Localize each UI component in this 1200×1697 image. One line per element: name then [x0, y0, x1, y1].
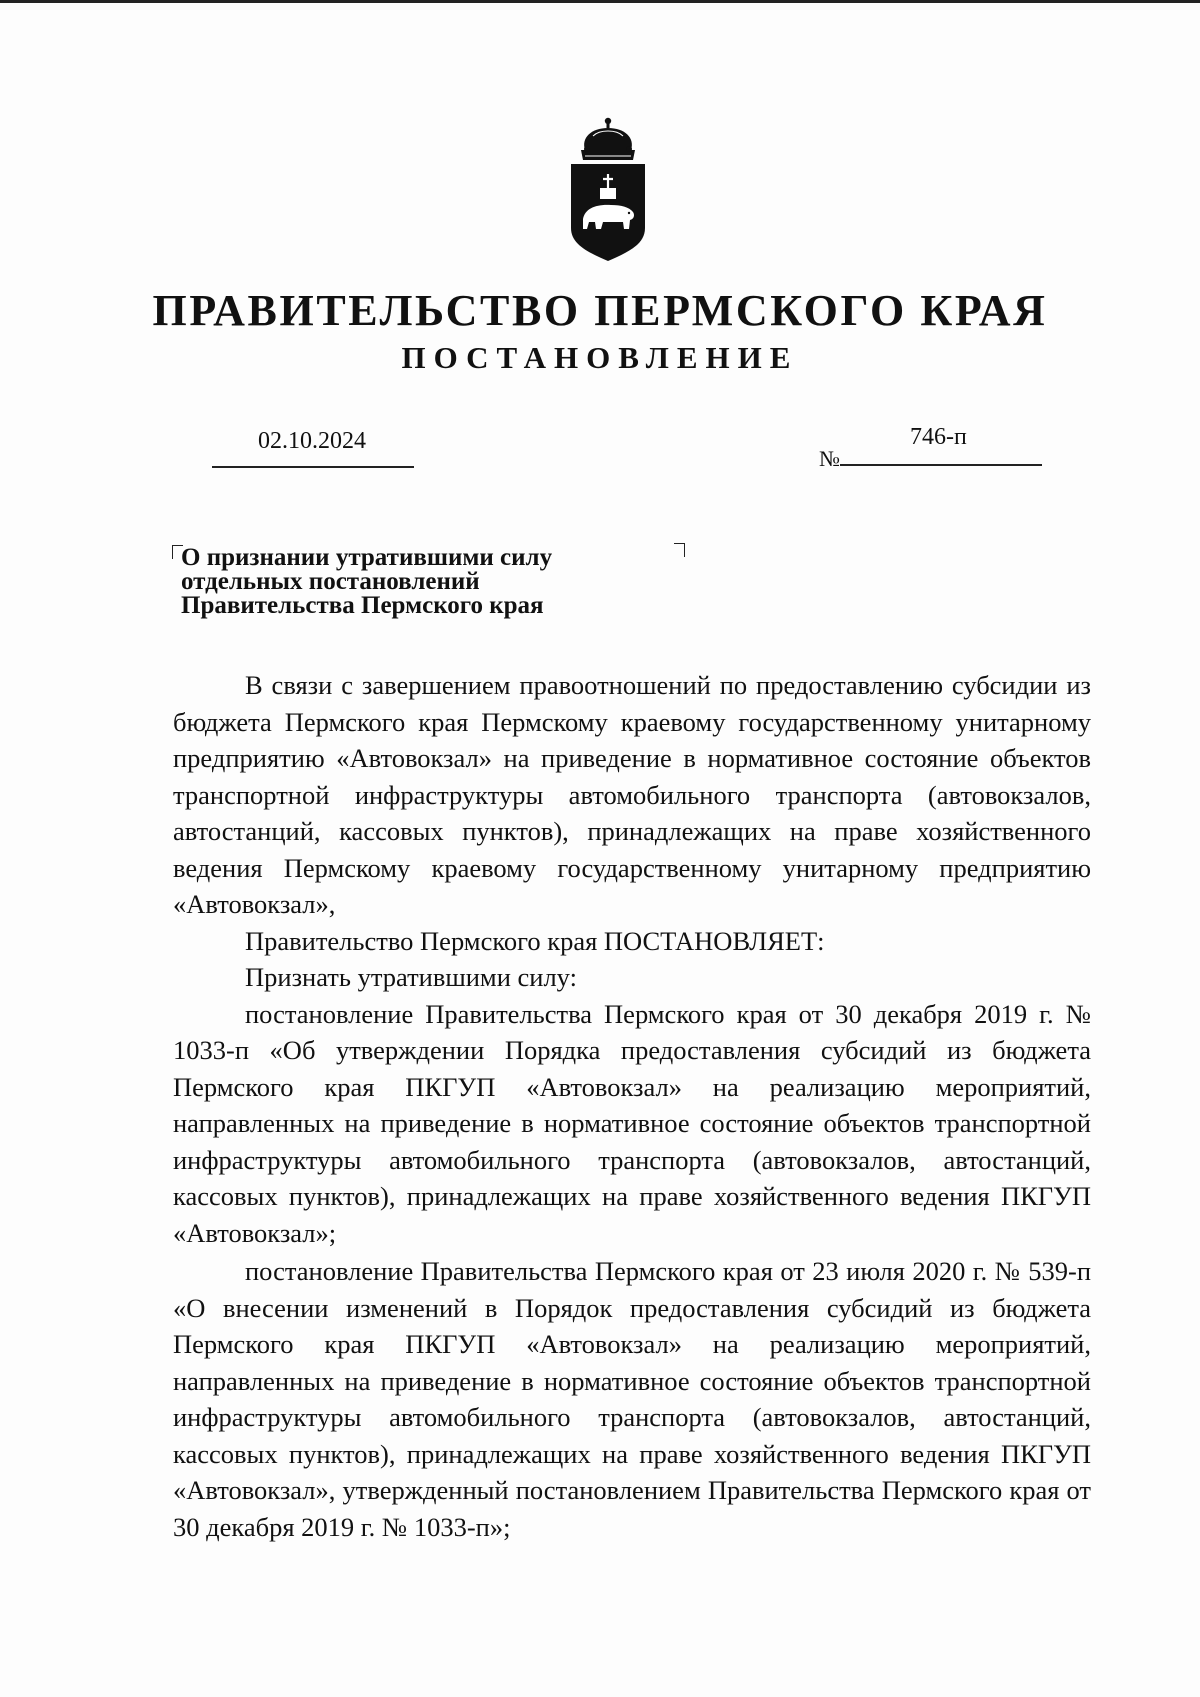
body-paragraph-repealed-act: постановление Правительства Пермского края от 30 декабря 2019 г. № 1033-п «Об утверждении Порядка предоставления субсидий из бюджета Пермского края ПКГУП «Автовокзал» на реализацию мероприятий, направленных на приведение в нормативное состояние объектов транспортной инфраструктуры автомобильного транспорта (автовокзалов, автостанций, кассовых пунктов), принадлежащих на праве хозяйственного ведения ПКГУП «Автовокзал»;	[173, 998, 1091, 1248]
perm-krai-coat-of-arms-icon	[563, 116, 653, 266]
body-paragraph-preamble: В связи с завершением правоотношений по предоставлению субсидии из бюджета Пермского края Пермскому краевому государственному унитарному предприятию «Автовокзал» на приведение в нормативное состояние объектов транспортной инфраструктуры автомобильного транспорта (автовокзалов, автостанций, кассовых пунктов), принадлежащих на праве хозяйственного ведения Пермскому краевому государственному унитарному предприятию «Автовокзал»,	[173, 670, 1091, 919]
number-underline	[840, 464, 1042, 466]
government-title: ПРАВИТЕЛЬСТВО ПЕРМСКОГО КРАЯ	[152, 286, 1048, 335]
document-subject	[181, 546, 701, 618]
body-paragraph-repeal-intro: Признать утратившими силу:	[245, 962, 577, 992]
subject-line: О признании утратившими силу	[181, 544, 553, 571]
document-body	[173, 667, 1091, 1545]
subject-line: Правительства Пермского края	[181, 592, 544, 619]
body-paragraph-repealed-act: постановление Правительства Пермского края от 23 июля 2020 г. № 539-п «О внесении изменений в Порядок предоставления субсидий из бюджета Пермского края ПКГУП «Автовокзал» на реализацию мероприятий, направленных на приведение в нормативное состояние объектов транспортной инфраструктуры автомобильного транспорта (автовокзалов, автостанций, кассовых пунктов), принадлежащих на праве хозяйственного ведения ПКГУП «Автовокзал», утвержденный постановлением Правительства Пермского края от 30 декабря 2019 г. № 1033-п»;	[173, 1256, 1091, 1542]
date-underline	[212, 466, 414, 468]
body-paragraph-resolves: Правительство Пермского края ПОСТАНОВЛЯЕТ:	[245, 925, 825, 956]
scan-top-border	[0, 0, 1200, 3]
document-type: ПОСТАНОВЛЕНИЕ	[401, 340, 799, 375]
subject-line: отдельных постановлений	[181, 568, 480, 595]
number-sign: №	[819, 446, 840, 471]
document-date: 02.10.2024	[258, 428, 366, 454]
document-number: 746-п	[910, 424, 967, 450]
